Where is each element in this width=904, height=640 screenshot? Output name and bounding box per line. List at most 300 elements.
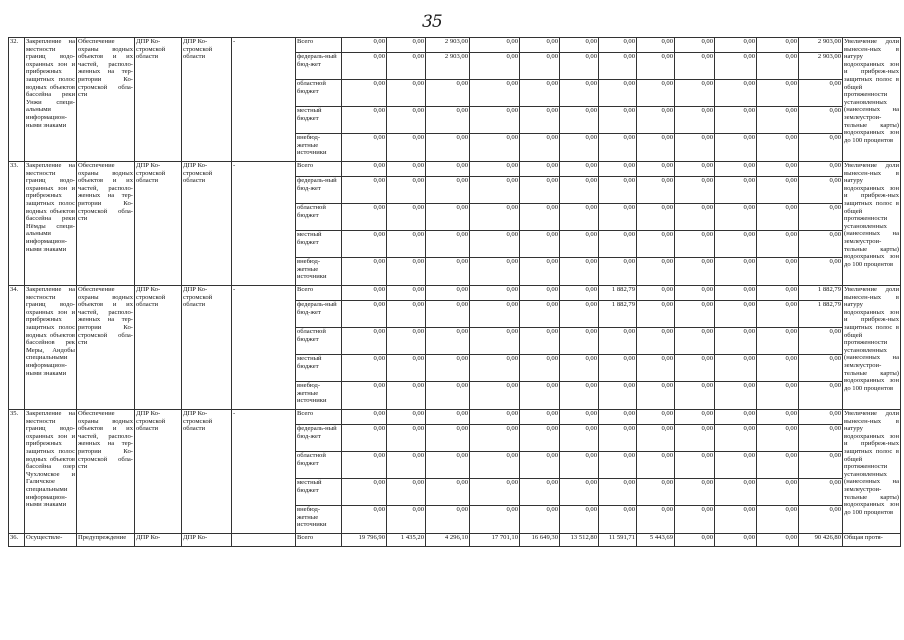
amount-cell: 0,00 — [560, 80, 599, 107]
amount-cell: 0,00 — [426, 452, 470, 479]
amount-cell: 0,00 — [342, 506, 387, 534]
row-number: 34. — [9, 286, 25, 410]
funding-source: областной бюджет — [296, 204, 342, 231]
amount-cell: 0,00 — [426, 162, 470, 177]
amount-cell: 4 296,10 — [426, 534, 470, 547]
amount-cell: 0,00 — [342, 425, 387, 452]
row-number: 33. — [9, 162, 25, 286]
amount-cell: 0,00 — [470, 134, 520, 162]
amount-cell: 0,00 — [757, 107, 799, 134]
amount-cell: 0,00 — [520, 38, 560, 53]
amount-cell: 0,00 — [599, 452, 637, 479]
amount-cell: 2 903,00 — [799, 53, 843, 80]
measure-purpose: Обеспечение охраны водных объектов и их частей, располо-женных на тер-ритории Ко-стромской обла-сти — [77, 286, 135, 410]
amount-cell: 0,00 — [387, 506, 426, 534]
amount-cell: 0,00 — [560, 162, 599, 177]
amount-cell: 0,00 — [470, 425, 520, 452]
amount-cell: 0,00 — [715, 80, 757, 107]
amount-cell: 0,00 — [599, 382, 637, 410]
amount-cell: 0,00 — [560, 328, 599, 355]
table-row — [9, 534, 901, 547]
amount-cell: 0,00 — [342, 382, 387, 410]
amount-cell: 0,00 — [342, 286, 387, 301]
amount-cell: 1 882,79 — [799, 286, 843, 301]
amount-cell: 0,00 — [675, 328, 715, 355]
amount-cell: 0,00 — [637, 479, 675, 506]
amount-cell: 0,00 — [715, 425, 757, 452]
amount-cell: 0,00 — [342, 410, 387, 425]
amount-cell: 0,00 — [675, 134, 715, 162]
amount-cell: 0,00 — [599, 506, 637, 534]
amount-cell: 0,00 — [560, 286, 599, 301]
amount-cell: 0,00 — [560, 479, 599, 506]
customer: ДПР Ко-стромской области — [135, 162, 182, 286]
amount-cell: 0,00 — [599, 328, 637, 355]
amount-cell: 0,00 — [470, 107, 520, 134]
amount-cell: 0,00 — [715, 301, 757, 328]
amount-cell: 0,00 — [637, 301, 675, 328]
measure-purpose: Обеспечение охраны водных объектов и их частей, располо-женных на тер-ритории Ко-стромской обла-сти — [77, 162, 135, 286]
amount-cell: 0,00 — [637, 355, 675, 382]
amount-cell: 0,00 — [599, 38, 637, 53]
amount-cell: 0,00 — [387, 177, 426, 204]
amount-cell: 0,00 — [799, 107, 843, 134]
co-executor — [232, 534, 296, 547]
amount-cell: 13 512,80 — [560, 534, 599, 547]
amount-cell: 0,00 — [675, 231, 715, 258]
amount-cell: 0,00 — [675, 286, 715, 301]
expected-result: Увеличение доли вынесен-ных в натуру водоохранных зон и прибреж-ных защитных полос в общей протяженности установленных (нанесенных на землеустрои-тельные карты) водоохранных зон до 100 процентов — [843, 410, 901, 534]
amount-cell: 0,00 — [387, 80, 426, 107]
amount-cell: 1 882,79 — [799, 301, 843, 328]
amount-cell: 0,00 — [426, 301, 470, 328]
amount-cell: 0,00 — [715, 231, 757, 258]
amount-cell: 0,00 — [715, 328, 757, 355]
amount-cell: 0,00 — [387, 382, 426, 410]
amount-cell: 0,00 — [470, 162, 520, 177]
amount-cell: 11 591,71 — [599, 534, 637, 547]
amount-cell: 0,00 — [637, 134, 675, 162]
amount-cell: 0,00 — [715, 286, 757, 301]
amount-cell: 0,00 — [560, 506, 599, 534]
measure-name: Закрепление на местности границ водо-охранных зон и прибрежных защитных полос водных объектов бассейна озер Чухломское и Галичское специальными информацион-ными знаками — [25, 410, 77, 534]
executor: ДПР Ко-стромской области — [182, 410, 232, 534]
amount-cell: 0,00 — [520, 53, 560, 80]
table-row — [9, 410, 901, 425]
expected-result: Увеличение доли вынесен-ных в натуру водоохранных зон и прибреж-ных защитных полос в общей протяженности установленных (нанесенных на землеустрои-тельные карты) водоохранных зон до 100 процентов — [843, 38, 901, 162]
amount-cell: 0,00 — [757, 286, 799, 301]
amount-cell: 0,00 — [757, 80, 799, 107]
amount-cell: 0,00 — [757, 204, 799, 231]
amount-cell: 0,00 — [637, 425, 675, 452]
amount-cell: 0,00 — [757, 425, 799, 452]
amount-cell: 0,00 — [715, 410, 757, 425]
amount-cell: 0,00 — [637, 382, 675, 410]
amount-cell: 0,00 — [560, 204, 599, 231]
table-row — [9, 286, 901, 301]
amount-cell: 0,00 — [387, 452, 426, 479]
amount-cell: 0,00 — [387, 107, 426, 134]
amount-cell: 0,00 — [799, 204, 843, 231]
amount-cell: 0,00 — [426, 328, 470, 355]
amount-cell: 0,00 — [342, 38, 387, 53]
amount-cell: 0,00 — [387, 301, 426, 328]
amount-cell: 0,00 — [520, 162, 560, 177]
funding-source: федераль-ный бюд-жет — [296, 425, 342, 452]
amount-cell: 0,00 — [470, 80, 520, 107]
amount-cell: 2 903,00 — [426, 53, 470, 80]
amount-cell: 0,00 — [799, 355, 843, 382]
funding-source: местный бюджет — [296, 479, 342, 506]
amount-cell: 1 882,79 — [599, 286, 637, 301]
amount-cell: 0,00 — [387, 479, 426, 506]
amount-cell: 0,00 — [599, 410, 637, 425]
amount-cell: 0,00 — [599, 258, 637, 286]
co-executor: - — [232, 38, 296, 162]
amount-cell: 0,00 — [715, 258, 757, 286]
amount-cell: 0,00 — [599, 231, 637, 258]
amount-cell: 0,00 — [637, 286, 675, 301]
amount-cell: 0,00 — [520, 425, 560, 452]
funding-source: Всего — [296, 286, 342, 301]
amount-cell: 0,00 — [520, 355, 560, 382]
amount-cell: 0,00 — [715, 382, 757, 410]
expected-result: Увеличение доли вынесен-ных в натуру водоохранных зон и прибреж-ных защитных полос в общей протяженности установленных (нанесенных на землеустрои-тельные карты) водоохранных зон до 100 процентов — [843, 286, 901, 410]
amount-cell: 0,00 — [715, 134, 757, 162]
amount-cell: 0,00 — [715, 355, 757, 382]
customer: ДПР Ко-стромской области — [135, 286, 182, 410]
amount-cell: 0,00 — [637, 258, 675, 286]
amount-cell: 0,00 — [560, 177, 599, 204]
amount-cell: 0,00 — [520, 107, 560, 134]
amount-cell: 0,00 — [675, 38, 715, 53]
amount-cell: 0,00 — [342, 231, 387, 258]
table-row — [9, 162, 901, 177]
amount-cell: 0,00 — [675, 452, 715, 479]
amount-cell: 0,00 — [637, 328, 675, 355]
amount-cell: 0,00 — [560, 38, 599, 53]
amount-cell: 0,00 — [426, 134, 470, 162]
amount-cell: 2 903,00 — [799, 38, 843, 53]
amount-cell: 0,00 — [520, 452, 560, 479]
amount-cell: 0,00 — [560, 301, 599, 328]
amount-cell: 1 882,79 — [599, 301, 637, 328]
amount-cell: 0,00 — [520, 301, 560, 328]
amount-cell: 0,00 — [560, 53, 599, 80]
amount-cell: 0,00 — [715, 177, 757, 204]
amount-cell: 0,00 — [387, 53, 426, 80]
amount-cell: 0,00 — [637, 162, 675, 177]
amount-cell: 0,00 — [715, 162, 757, 177]
amount-cell: 0,00 — [599, 355, 637, 382]
amount-cell: 0,00 — [342, 479, 387, 506]
amount-cell: 0,00 — [560, 452, 599, 479]
amount-cell: 0,00 — [799, 177, 843, 204]
amount-cell: 0,00 — [675, 258, 715, 286]
amount-cell: 0,00 — [426, 425, 470, 452]
amount-cell: 0,00 — [470, 382, 520, 410]
amount-cell: 0,00 — [757, 301, 799, 328]
amount-cell: 0,00 — [470, 53, 520, 80]
amount-cell: 0,00 — [426, 410, 470, 425]
amount-cell: 0,00 — [715, 479, 757, 506]
amount-cell: 0,00 — [637, 410, 675, 425]
amount-cell: 0,00 — [520, 506, 560, 534]
funding-source: внебюд-жетные источники — [296, 382, 342, 410]
amount-cell: 0,00 — [520, 204, 560, 231]
amount-cell: 0,00 — [520, 258, 560, 286]
amount-cell: 0,00 — [342, 134, 387, 162]
measure-purpose: Предупреждение — [77, 534, 135, 547]
amount-cell: 0,00 — [757, 452, 799, 479]
amount-cell: 0,00 — [387, 286, 426, 301]
amount-cell: 0,00 — [757, 162, 799, 177]
amount-cell: 0,00 — [757, 177, 799, 204]
amount-cell: 19 796,90 — [342, 534, 387, 547]
amount-cell: 0,00 — [470, 452, 520, 479]
amount-cell: 0,00 — [470, 177, 520, 204]
amount-cell: 0,00 — [560, 425, 599, 452]
funding-source: Всего — [296, 410, 342, 425]
amount-cell: 0,00 — [799, 134, 843, 162]
funding-source: Всего — [296, 38, 342, 53]
table-body — [9, 38, 901, 547]
amount-cell: 0,00 — [560, 134, 599, 162]
amount-cell: 0,00 — [637, 452, 675, 479]
amount-cell: 0,00 — [637, 107, 675, 134]
amount-cell: 2 903,00 — [426, 38, 470, 53]
amount-cell: 0,00 — [715, 53, 757, 80]
amount-cell: 0,00 — [715, 107, 757, 134]
amount-cell: 0,00 — [757, 258, 799, 286]
amount-cell: 0,00 — [342, 301, 387, 328]
amount-cell: 0,00 — [715, 38, 757, 53]
amount-cell: 0,00 — [470, 231, 520, 258]
amount-cell: 0,00 — [675, 107, 715, 134]
amount-cell: 0,00 — [342, 177, 387, 204]
amount-cell: 0,00 — [560, 258, 599, 286]
amount-cell: 0,00 — [342, 355, 387, 382]
amount-cell: 0,00 — [757, 506, 799, 534]
amount-cell: 0,00 — [520, 479, 560, 506]
amount-cell: 0,00 — [637, 204, 675, 231]
amount-cell: 0,00 — [757, 410, 799, 425]
executor: ДПР Ко-стромской области — [182, 162, 232, 286]
amount-cell: 0,00 — [560, 355, 599, 382]
measure-name: Закрепление на местности границ водо-охранных зон и прибрежных защитных полос водных объектов бассейна реки Унжи специ-альными информацион-ными знаками — [25, 38, 77, 162]
amount-cell: 0,00 — [637, 506, 675, 534]
amount-cell: 0,00 — [387, 410, 426, 425]
amount-cell: 0,00 — [715, 534, 757, 547]
amount-cell: 16 649,30 — [520, 534, 560, 547]
amount-cell: 0,00 — [342, 80, 387, 107]
funding-source: областной бюджет — [296, 328, 342, 355]
co-executor: - — [232, 286, 296, 410]
amount-cell: 0,00 — [470, 479, 520, 506]
customer: ДПР Ко-стромской области — [135, 38, 182, 162]
funding-source: федераль-ный бюд-жет — [296, 53, 342, 80]
amount-cell: 0,00 — [757, 534, 799, 547]
amount-cell: 0,00 — [426, 355, 470, 382]
amount-cell: 0,00 — [637, 53, 675, 80]
expected-result: Общая протя- — [843, 534, 901, 547]
amount-cell: 0,00 — [387, 134, 426, 162]
row-number: 36. — [9, 534, 25, 547]
amount-cell: 17 701,10 — [470, 534, 520, 547]
amount-cell: 0,00 — [675, 425, 715, 452]
amount-cell: 0,00 — [470, 506, 520, 534]
funding-source: местный бюджет — [296, 231, 342, 258]
funding-source: внебюд-жетные источники — [296, 134, 342, 162]
amount-cell: 0,00 — [426, 479, 470, 506]
amount-cell: 0,00 — [675, 506, 715, 534]
amount-cell: 0,00 — [599, 107, 637, 134]
page-number: 35 — [422, 12, 442, 32]
amount-cell: 0,00 — [757, 479, 799, 506]
amount-cell: 0,00 — [675, 162, 715, 177]
amount-cell: 0,00 — [520, 80, 560, 107]
amount-cell: 0,00 — [342, 107, 387, 134]
funding-source: федераль-ный бюд-жет — [296, 177, 342, 204]
co-executor: - — [232, 162, 296, 286]
amount-cell: 0,00 — [599, 134, 637, 162]
funding-source: областной бюджет — [296, 452, 342, 479]
amount-cell: 0,00 — [470, 301, 520, 328]
amount-cell: 0,00 — [387, 38, 426, 53]
funding-source: Всего — [296, 534, 342, 547]
measure-name: Закрепление на местности границ водо-охранных зон и прибрежных защитных полос водных объектов бассейнов рек Меры, Андобы специальными информацион-ными знаками — [25, 286, 77, 410]
amount-cell: 0,00 — [599, 177, 637, 204]
amount-cell: 0,00 — [470, 328, 520, 355]
amount-cell: 1 435,20 — [387, 534, 426, 547]
amount-cell: 0,00 — [387, 355, 426, 382]
funding-source: областной бюджет — [296, 80, 342, 107]
amount-cell: 0,00 — [799, 479, 843, 506]
amount-cell: 0,00 — [637, 177, 675, 204]
funding-source: местный бюджет — [296, 107, 342, 134]
amount-cell: 0,00 — [387, 162, 426, 177]
amount-cell: 0,00 — [799, 425, 843, 452]
amount-cell: 0,00 — [637, 38, 675, 53]
amount-cell: 0,00 — [599, 80, 637, 107]
amount-cell: 0,00 — [470, 204, 520, 231]
measure-name: Закрепление на местности границ водо-охранных зон и прибрежных защитных полос водных объектов бассейна реки Нёмды специ-альными информацион-ными знаками — [25, 162, 77, 286]
amount-cell: 0,00 — [757, 53, 799, 80]
amount-cell: 0,00 — [757, 382, 799, 410]
amount-cell: 0,00 — [799, 258, 843, 286]
amount-cell: 0,00 — [387, 425, 426, 452]
executor: ДПР Ко- — [182, 534, 232, 547]
row-number: 32. — [9, 38, 25, 162]
amount-cell: 0,00 — [426, 258, 470, 286]
funding-source: федераль-ный бюд-жет — [296, 301, 342, 328]
funding-source: Всего — [296, 162, 342, 177]
amount-cell: 0,00 — [715, 452, 757, 479]
amount-cell: 0,00 — [675, 410, 715, 425]
amount-cell: 0,00 — [675, 177, 715, 204]
amount-cell: 0,00 — [342, 204, 387, 231]
amount-cell: 0,00 — [560, 231, 599, 258]
amount-cell: 0,00 — [799, 162, 843, 177]
amount-cell: 0,00 — [675, 382, 715, 410]
amount-cell: 0,00 — [757, 38, 799, 53]
co-executor: - — [232, 410, 296, 534]
amount-cell: 0,00 — [637, 80, 675, 107]
amount-cell: 0,00 — [799, 410, 843, 425]
amount-cell: 0,00 — [675, 53, 715, 80]
amount-cell: 0,00 — [520, 177, 560, 204]
row-number: 35. — [9, 410, 25, 534]
funding-source: местный бюджет — [296, 355, 342, 382]
funding-table — [8, 37, 901, 547]
amount-cell: 0,00 — [560, 410, 599, 425]
amount-cell: 0,00 — [520, 410, 560, 425]
amount-cell: 0,00 — [342, 328, 387, 355]
amount-cell: 0,00 — [675, 534, 715, 547]
amount-cell: 0,00 — [799, 506, 843, 534]
amount-cell: 0,00 — [470, 410, 520, 425]
executor: ДПР Ко-стромской области — [182, 38, 232, 162]
amount-cell: 0,00 — [715, 506, 757, 534]
executor: ДПР Ко-стромской области — [182, 286, 232, 410]
amount-cell: 90 426,80 — [799, 534, 843, 547]
amount-cell: 0,00 — [560, 107, 599, 134]
amount-cell: 0,00 — [470, 258, 520, 286]
amount-cell: 0,00 — [387, 258, 426, 286]
amount-cell: 0,00 — [426, 107, 470, 134]
amount-cell: 0,00 — [342, 258, 387, 286]
amount-cell: 0,00 — [560, 382, 599, 410]
amount-cell: 0,00 — [599, 53, 637, 80]
amount-cell: 0,00 — [342, 162, 387, 177]
amount-cell: 0,00 — [675, 355, 715, 382]
amount-cell: 0,00 — [757, 355, 799, 382]
amount-cell: 0,00 — [520, 231, 560, 258]
amount-cell: 0,00 — [520, 134, 560, 162]
amount-cell: 0,00 — [675, 301, 715, 328]
amount-cell: 5 443,69 — [637, 534, 675, 547]
amount-cell: 0,00 — [599, 425, 637, 452]
amount-cell: 0,00 — [387, 204, 426, 231]
measure-name: Осуществле- — [25, 534, 77, 547]
customer: ДПР Ко-стромской области — [135, 410, 182, 534]
amount-cell: 0,00 — [426, 80, 470, 107]
amount-cell: 0,00 — [342, 452, 387, 479]
amount-cell: 0,00 — [715, 204, 757, 231]
expected-result: Увеличение доли вынесен-ных в натуру водоохранных зон и прибреж-ных защитных полос в общей протяженности установленных (нанесенных на землеустрои-тельные карты) водоохранных зон до 100 процентов — [843, 162, 901, 286]
amount-cell: 0,00 — [757, 328, 799, 355]
amount-cell: 0,00 — [342, 53, 387, 80]
measure-purpose: Обеспечение охраны водных объектов и их частей, располо-женных на тер-ритории Ко-стромской обла-сти — [77, 38, 135, 162]
customer: ДПР Ко- — [135, 534, 182, 547]
amount-cell: 0,00 — [599, 204, 637, 231]
amount-cell: 0,00 — [470, 355, 520, 382]
amount-cell: 0,00 — [387, 231, 426, 258]
amount-cell: 0,00 — [426, 506, 470, 534]
table-row — [9, 38, 901, 53]
amount-cell: 0,00 — [387, 328, 426, 355]
amount-cell: 0,00 — [426, 382, 470, 410]
amount-cell: 0,00 — [675, 204, 715, 231]
amount-cell: 0,00 — [799, 328, 843, 355]
amount-cell: 0,00 — [426, 204, 470, 231]
measure-purpose: Обеспечение охраны водных объектов и их частей, располо-женных на тер-ритории Ко-стромской обла-сти — [77, 410, 135, 534]
amount-cell: 0,00 — [426, 177, 470, 204]
amount-cell: 0,00 — [799, 452, 843, 479]
amount-cell: 0,00 — [637, 231, 675, 258]
funding-source: внебюд-жетные источники — [296, 258, 342, 286]
amount-cell: 0,00 — [470, 286, 520, 301]
